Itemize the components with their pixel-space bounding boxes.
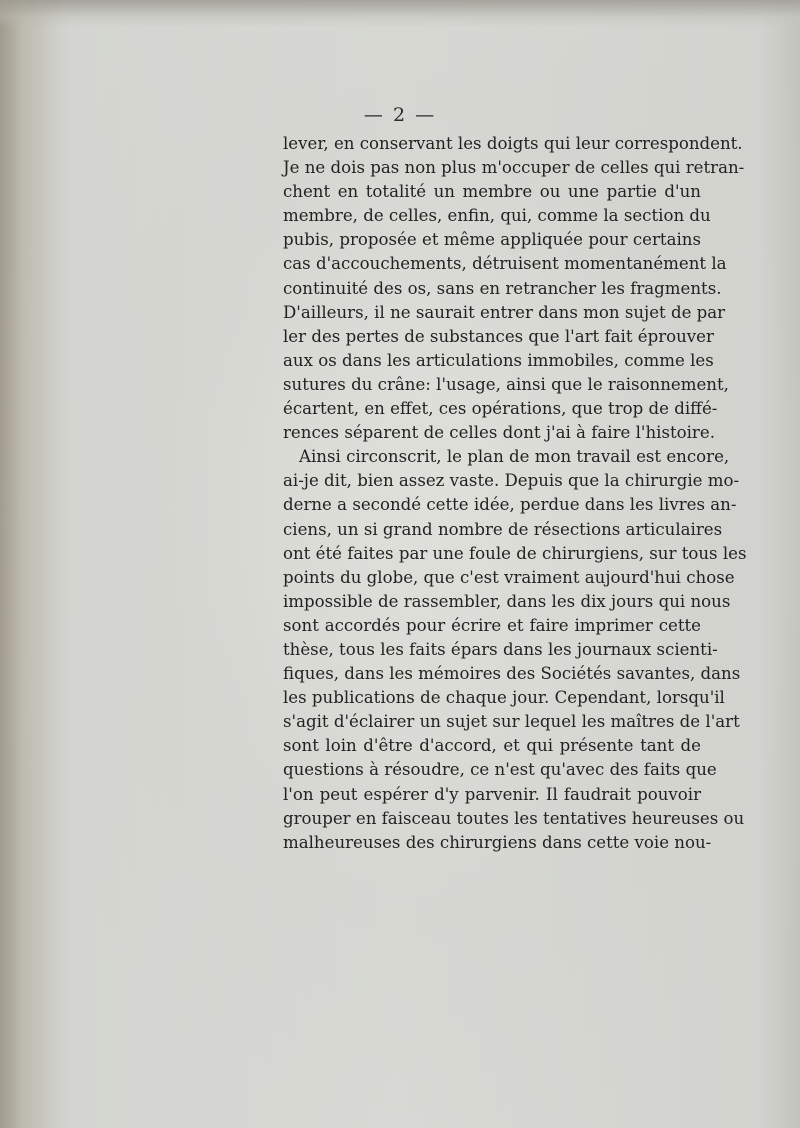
text-line: malheureuses des chirurgiens dans cette voie nou-	[283, 832, 712, 852]
text-line: pubis, proposée et même appliquée pour certains	[283, 230, 701, 250]
text-line: écartent, en effet, ces opérations, que trop de diffé-	[283, 399, 718, 419]
text-line: sont accordés pour écrire et faire imprimer cette	[283, 615, 701, 635]
text-line: fiques, dans les mémoires des Sociétés savantes, dans	[283, 664, 741, 684]
text-line: derne a secondé cette idée, perdue dans les livres an-	[283, 495, 737, 515]
text-line: lever, en conservant les doigts qui leur correspondent.	[283, 134, 743, 153]
text-line: membre, de celles, enfin, qui, comme la section du	[283, 206, 711, 226]
text-line: D'ailleurs, il ne saurait entrer dans mon sujet de par	[283, 302, 726, 322]
text-line: aux os dans les articulations immobiles, comme les	[283, 350, 714, 370]
text-line: cas d'accouchements, détruisent momentanément la	[283, 254, 727, 274]
text-line: l'on peut espérer d'y parvenir. Il faudrait pouvoir	[283, 784, 701, 804]
text-line: Je ne dois pas non plus m'occuper de celles qui retran-	[283, 158, 745, 178]
text-line: impossible de rassembler, dans les dix jours qui nous	[283, 591, 731, 611]
text-line: thèse, tous les faits épars dans les journaux scienti-	[283, 639, 718, 659]
paragraph-first-line: Ainsi circonscrit, le plan de mon travail est encore,	[299, 447, 730, 467]
text-line: grouper en faisceau toutes les tentatives heureuses ou	[283, 808, 745, 828]
text-line: sont loin d'être d'accord, et qui présente tant de	[283, 736, 701, 756]
text-line: points du globe, que c'est vraiment aujourd'hui chose	[283, 567, 735, 587]
text-line: ler des pertes de substances que l'art fait éprouver	[283, 326, 714, 346]
text-line: rences séparent de celles dont j'ai à faire l'histoire.	[283, 423, 715, 443]
text-line: ont été faites par une foule de chirurgiens, sur tous les	[283, 543, 747, 563]
text-line: s'agit d'éclairer un sujet sur lequel les maîtres de l'art	[283, 712, 740, 732]
text-line: questions à résoudre, ce n'est qu'avec des faits que	[283, 760, 717, 780]
text-line: chent en totalité un membre ou une partie d'un	[283, 182, 701, 202]
text-line: ciens, un si grand nombre de résections articulaires	[283, 519, 723, 539]
text-line: les publications de chaque jour. Cependant, lorsqu'il	[283, 688, 725, 708]
text-line: continuité des os, sans en retrancher les fragments.	[283, 278, 722, 298]
body-text	[283, 132, 747, 855]
text-line: sutures du crâne: l'usage, ainsi que le raisonnement,	[283, 374, 729, 394]
page-number: — 2 —	[363, 104, 437, 126]
text-line: ai-je dit, bien assez vaste. Depuis que la chirurgie mo-	[283, 471, 740, 491]
